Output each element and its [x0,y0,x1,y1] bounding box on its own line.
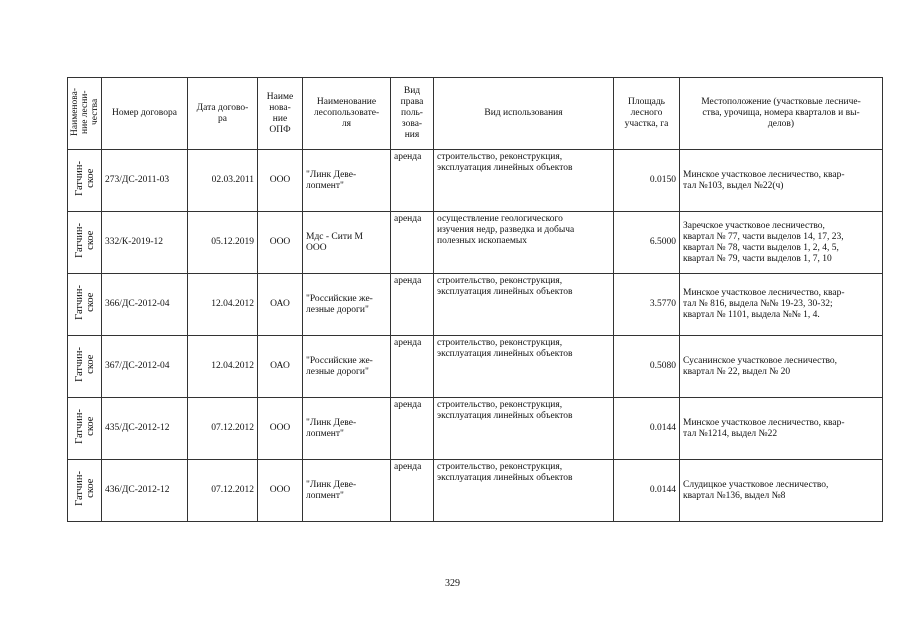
forestry-name: Гатчин- ское [73,223,96,258]
cell-contract-date: 05.12.2019 [188,212,258,274]
cell-contract-number: 273/ДС-2011-03 [102,150,188,212]
cell-area: 0.0144 [614,398,680,460]
cell-opf: ООО [258,150,303,212]
cell-usage-type: строительство, реконструкция, эксплуатация линейных объектов [434,336,614,398]
cell-location: Минское участковое лесничество, квар- тал №103, выдел №22(ч) [680,150,883,212]
cell-area: 0.5080 [614,336,680,398]
cell-opf: ООО [258,212,303,274]
cell-location: Заречское участковое лесничество, квартал № 77, части выделов 14, 17, 23, квартал № 78, части выделов 1, 2, 4, 5, квартал № 79, части выделов 1, 7, 10 [680,212,883,274]
cell-usage-type: строительство, реконструкция, эксплуатация линейных объектов [434,150,614,212]
cell-right-type: аренда [391,398,434,460]
cell-right-type: аренда [391,274,434,336]
header-forestry: Наименова- ние лесни- чества [68,78,102,150]
cell-opf: ООО [258,398,303,460]
cell-area: 3.5770 [614,274,680,336]
header-right-type: Вид права поль- зова- ния [391,78,434,150]
cell-forestry [68,336,102,398]
cell-contract-date: 07.12.2012 [188,460,258,522]
cell-usage-type: строительство, реконструкция, эксплуатация линейных объектов [434,460,614,522]
cell-contract-number: 367/ДС-2012-04 [102,336,188,398]
cell-forest-user: "Российские же- лезные дороги" [303,274,391,336]
table-row [68,274,883,336]
forestry-name: Гатчин- ское [73,409,96,444]
forestry-name: Гатчин- ское [73,347,96,382]
forestry-name: Гатчин- ское [73,161,96,196]
cell-forestry [68,398,102,460]
table-body [68,150,883,522]
header-opf: Наиме нова- ние ОПФ [258,78,303,150]
cell-forest-user: "Линк Деве- лопмент" [303,460,391,522]
forest-lease-table [67,77,883,522]
cell-contract-number: 436/ДС-2012-12 [102,460,188,522]
cell-forest-user: "Российские же- лезные дороги" [303,336,391,398]
header-location: Местоположение (участковые лесниче- ства, урочища, номера кварталов и вы- делов) [680,78,883,150]
cell-forestry [68,150,102,212]
cell-right-type: аренда [391,336,434,398]
cell-contract-number: 332/К-2019-12 [102,212,188,274]
cell-area: 0.0150 [614,150,680,212]
cell-location: Минское участковое лесничество, квар- тал № 816, выдела №№ 19-23, 30-32; квартал № 1101, выдела №№ 1, 4. [680,274,883,336]
header-contract-date: Дата догово- ра [188,78,258,150]
cell-contract-date: 12.04.2012 [188,274,258,336]
forestry-name: Гатчин- ское [73,285,96,320]
cell-usage-type: строительство, реконструкция, эксплуатация линейных объектов [434,398,614,460]
cell-right-type: аренда [391,460,434,522]
cell-right-type: аренда [391,150,434,212]
cell-usage-type: строительство, реконструкция, эксплуатация линейных объектов [434,274,614,336]
cell-forestry [68,212,102,274]
table-row [68,460,883,522]
cell-area: 0.0144 [614,460,680,522]
page-number: 329 [445,578,460,589]
cell-area: 6.5000 [614,212,680,274]
cell-location: Слудицкое участковое лесничество, квартал №136, выдел №8 [680,460,883,522]
cell-contract-date: 12.04.2012 [188,336,258,398]
cell-forest-user: "Линк Деве- лопмент" [303,398,391,460]
cell-opf: ОАО [258,336,303,398]
cell-opf: ОАО [258,274,303,336]
cell-opf: ООО [258,460,303,522]
cell-forest-user: "Линк Деве- лопмент" [303,150,391,212]
header-usage-type: Вид использования [434,78,614,150]
table-row [68,398,883,460]
cell-forestry [68,460,102,522]
cell-location: Сусанинское участковое лесничество, квартал № 22, выдел № 20 [680,336,883,398]
cell-forest-user: Мдс - Сити М ООО [303,212,391,274]
cell-contract-date: 07.12.2012 [188,398,258,460]
header-area: Площадь лесного участка, га [614,78,680,150]
cell-contract-number: 366/ДС-2012-04 [102,274,188,336]
forestry-name: Гатчин- ское [73,471,96,506]
cell-contract-date: 02.03.2011 [188,150,258,212]
cell-forestry [68,274,102,336]
cell-location: Минское участковое лесничество, квар- тал №1214, выдел №22 [680,398,883,460]
table-row [68,212,883,274]
cell-right-type: аренда [391,212,434,274]
table-row [68,336,883,398]
header-forest-user: Наименование лесопользовате- ля [303,78,391,150]
header-contract-number: Номер договора [102,78,188,150]
cell-usage-type: осуществление геологического изучения недр, разведка и добыча полезных ископаемых [434,212,614,274]
cell-contract-number: 435/ДС-2012-12 [102,398,188,460]
table-header-row [68,78,883,150]
table-row [68,150,883,212]
